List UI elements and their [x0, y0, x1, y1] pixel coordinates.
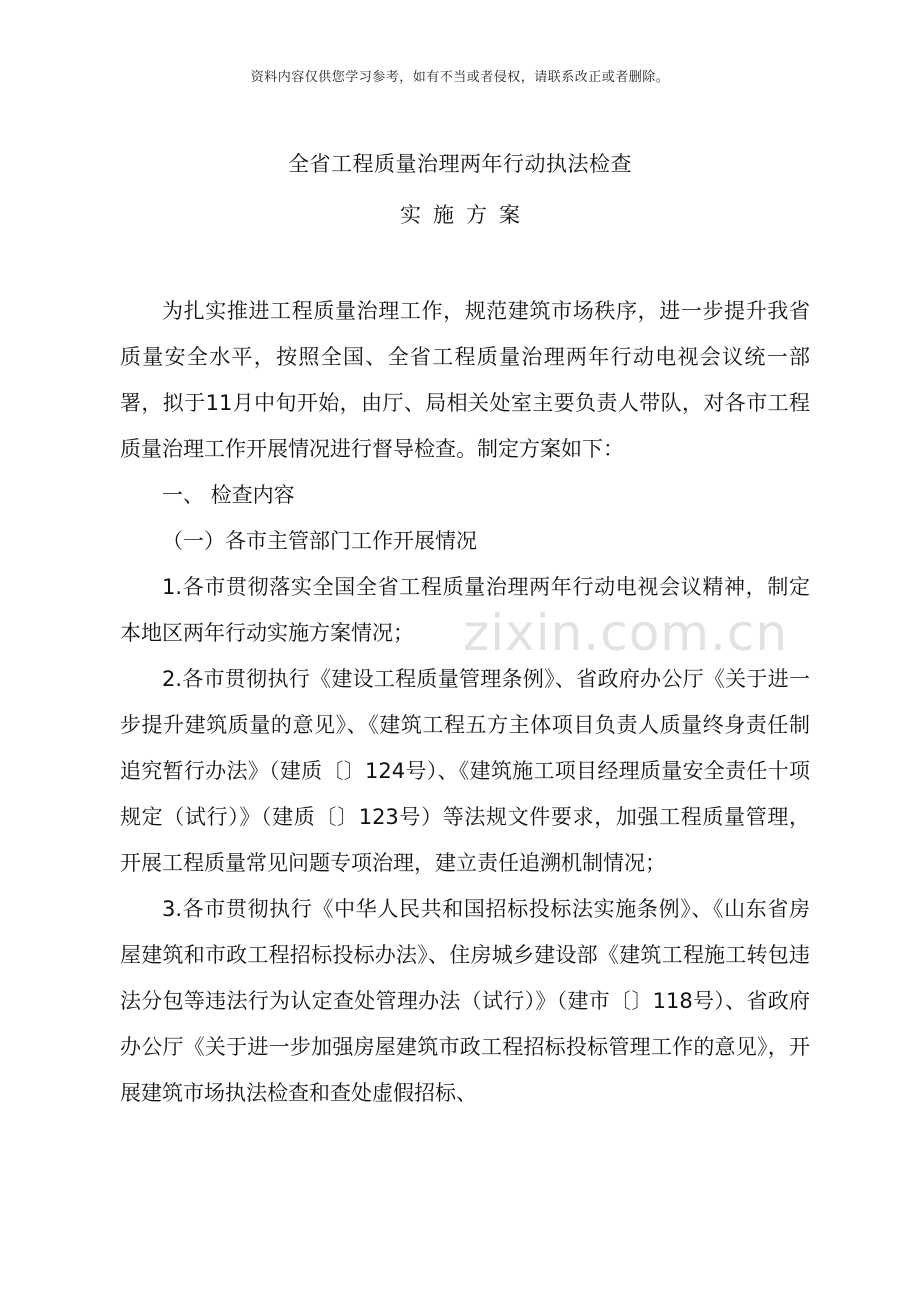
subsection-heading: （一）各市主管部门工作开展情况 — [162, 529, 477, 553]
watermark: zixin.com.cn — [463, 604, 789, 662]
document-subtitle: 实施方案 — [400, 203, 532, 227]
section-heading: 一、 检查内容 — [162, 483, 295, 507]
list-item-2: 2.各市贯彻执行《建设工程质量管理条例》、省政府办公厅《关于进一步提升建筑质量的意见》、《建筑工程五方主体项目负责人质量终身责任制追究暂行办法》（建质〔〕124号）、《建筑施工项目经理质量安全责任十项规定（试行）》（建质〔〕123号）等法规文件要求，加强工程质量管理，开展工程质量常见问题专项治理，建立责任追溯机制情况； — [120, 667, 810, 875]
list-item-3: 3.各市贯彻执行《中华人民共和国招标投标法实施条例》、《山东省房屋建筑和市政工程招标投标办法》、住房城乡建设部《建筑工程施工转包违法分包等违法行为认定查处管理办法（试行）》（建市〔〕118号）、省政府办公厅《关于进一步加强房屋建筑市政工程招标投标管理工作的意见》，开展建筑市场执法检查和查处虚假招标、 — [120, 897, 810, 1105]
document-body — [120, 288, 810, 1116]
document-title: 全省工程质量治理两年行动执法检查 — [288, 152, 632, 176]
intro-paragraph: 为扎实推进工程质量治理工作，规范建筑市场秩序，进一步提升我省质量安全水平，按照全国、全省工程质量治理两年行动电视会议统一部署，拟于11月中旬开始，由厅、局相关处室主要负责人带队，对各市工程质量治理工作开展情况进行督导检查。制定方案如下： — [120, 299, 810, 461]
list-item-1: 1.各市贯彻落实全国全省工程质量治理两年行动电视会议精神，制定本地区两年行动实施方案情况； — [120, 575, 810, 645]
header-notice: 资料内容仅供您学习参考，如有不当或者侵权，请联系改正或者删除。 — [250, 70, 670, 85]
